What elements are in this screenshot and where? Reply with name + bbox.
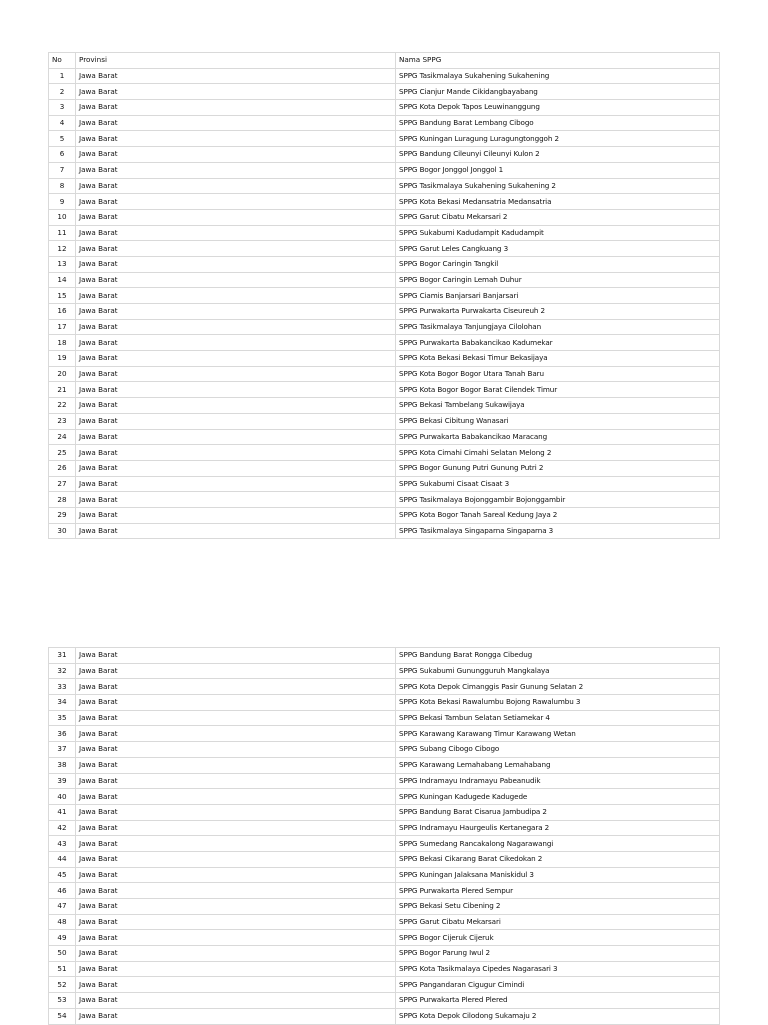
cell-provinsi: Jawa Barat — [76, 742, 396, 758]
cell-nama-sppg: SPPG Bandung Cileunyi Cileunyi Kulon 2 — [396, 147, 720, 163]
cell-provinsi: Jawa Barat — [76, 460, 396, 476]
cell-no: 33 — [49, 679, 76, 695]
cell-no: 28 — [49, 492, 76, 508]
cell-no: 2 — [49, 84, 76, 100]
cell-provinsi: Jawa Barat — [76, 1008, 396, 1024]
cell-provinsi: Jawa Barat — [76, 194, 396, 210]
cell-no: 27 — [49, 476, 76, 492]
cell-no: 17 — [49, 319, 76, 335]
table-row — [49, 726, 720, 742]
table-row — [49, 241, 720, 257]
cell-nama-sppg: SPPG Kota Depok Tapos Leuwinanggung — [396, 100, 720, 116]
cell-provinsi: Jawa Barat — [76, 115, 396, 131]
table-row — [49, 225, 720, 241]
table-row — [49, 382, 720, 398]
cell-nama-sppg: SPPG Karawang Karawang Timur Karawang Wetan — [396, 726, 720, 742]
cell-provinsi: Jawa Barat — [76, 820, 396, 836]
cell-nama-sppg: SPPG Kota Depok Cimanggis Pasir Gunung Selatan 2 — [396, 679, 720, 695]
table-row — [49, 398, 720, 414]
header-nama-sppg: Nama SPPG — [396, 53, 720, 69]
cell-no: 4 — [49, 115, 76, 131]
cell-no: 26 — [49, 460, 76, 476]
table-row — [49, 507, 720, 523]
cell-no: 39 — [49, 773, 76, 789]
cell-provinsi: Jawa Barat — [76, 961, 396, 977]
cell-provinsi: Jawa Barat — [76, 351, 396, 367]
cell-nama-sppg: SPPG Karawang Lemahabang Lemahabang — [396, 757, 720, 773]
table-row — [49, 319, 720, 335]
cell-provinsi: Jawa Barat — [76, 445, 396, 461]
cell-provinsi: Jawa Barat — [76, 429, 396, 445]
table-row — [49, 100, 720, 116]
table-row — [49, 914, 720, 930]
cell-provinsi: Jawa Barat — [76, 977, 396, 993]
cell-provinsi: Jawa Barat — [76, 288, 396, 304]
cell-provinsi: Jawa Barat — [76, 319, 396, 335]
cell-provinsi: Jawa Barat — [76, 272, 396, 288]
cell-no: 32 — [49, 663, 76, 679]
table-row — [49, 131, 720, 147]
table-header-row — [49, 53, 720, 69]
cell-nama-sppg: SPPG Purwakarta Plered Sempur — [396, 883, 720, 899]
cell-nama-sppg: SPPG Kota Bekasi Rawalumbu Bojong Rawalumbu 3 — [396, 695, 720, 711]
cell-nama-sppg: SPPG Tasikmalaya Sukahening Sukahening 2 — [396, 178, 720, 194]
cell-provinsi: Jawa Barat — [76, 757, 396, 773]
cell-nama-sppg: SPPG Bekasi Tambelang Sukawijaya — [396, 398, 720, 414]
cell-provinsi: Jawa Barat — [76, 256, 396, 272]
cell-no: 23 — [49, 413, 76, 429]
cell-no: 18 — [49, 335, 76, 351]
cell-provinsi: Jawa Barat — [76, 382, 396, 398]
table-row — [49, 162, 720, 178]
table-row — [49, 695, 720, 711]
cell-nama-sppg: SPPG Garut Cibatu Mekarsari 2 — [396, 209, 720, 225]
cell-no: 45 — [49, 867, 76, 883]
cell-no: 6 — [49, 147, 76, 163]
header-no: No — [49, 53, 76, 69]
cell-provinsi: Jawa Barat — [76, 804, 396, 820]
table-row — [49, 742, 720, 758]
table-row — [49, 256, 720, 272]
table-row — [49, 773, 720, 789]
cell-no: 15 — [49, 288, 76, 304]
cell-nama-sppg: SPPG Sukabumi Kadudampit Kadudampit — [396, 225, 720, 241]
table-row — [49, 178, 720, 194]
table-row — [49, 648, 720, 664]
table-row — [49, 930, 720, 946]
cell-no: 36 — [49, 726, 76, 742]
table-row — [49, 977, 720, 993]
cell-no: 49 — [49, 930, 76, 946]
table-row — [49, 445, 720, 461]
table-row — [49, 961, 720, 977]
cell-nama-sppg: SPPG Tasikmalaya Bojonggambir Bojonggambir — [396, 492, 720, 508]
cell-nama-sppg: SPPG Kota Cimahi Cimahi Selatan Melong 2 — [396, 445, 720, 461]
cell-nama-sppg: SPPG Kota Bogor Bogor Utara Tanah Baru — [396, 366, 720, 382]
cell-no: 11 — [49, 225, 76, 241]
table-row — [49, 288, 720, 304]
cell-nama-sppg: SPPG Tasikmalaya Sukahening Sukahening — [396, 68, 720, 84]
sppg-table-page-2 — [48, 647, 720, 1025]
cell-nama-sppg: SPPG Bogor Cijeruk Cijeruk — [396, 930, 720, 946]
cell-provinsi: Jawa Barat — [76, 523, 396, 539]
cell-nama-sppg: SPPG Tasikmalaya Singaparna Singaparna 3 — [396, 523, 720, 539]
table-row — [49, 460, 720, 476]
cell-provinsi: Jawa Barat — [76, 773, 396, 789]
table-row — [49, 820, 720, 836]
cell-nama-sppg: SPPG Kota Depok Cilodong Sukamaju 2 — [396, 1008, 720, 1024]
table-row — [49, 84, 720, 100]
cell-provinsi: Jawa Barat — [76, 162, 396, 178]
table-row — [49, 366, 720, 382]
cell-no: 51 — [49, 961, 76, 977]
cell-no: 47 — [49, 899, 76, 915]
table-row — [49, 304, 720, 320]
cell-nama-sppg: SPPG Bekasi Setu Cibening 2 — [396, 899, 720, 915]
table-row — [49, 710, 720, 726]
cell-nama-sppg: SPPG Ciamis Banjarsari Banjarsari — [396, 288, 720, 304]
table-row — [49, 335, 720, 351]
cell-nama-sppg: SPPG Bogor Caringin Lemah Duhur — [396, 272, 720, 288]
cell-provinsi: Jawa Barat — [76, 209, 396, 225]
cell-provinsi: Jawa Barat — [76, 648, 396, 664]
cell-no: 14 — [49, 272, 76, 288]
table-row — [49, 351, 720, 367]
cell-provinsi: Jawa Barat — [76, 507, 396, 523]
cell-provinsi: Jawa Barat — [76, 492, 396, 508]
cell-provinsi: Jawa Barat — [76, 679, 396, 695]
cell-no: 30 — [49, 523, 76, 539]
header-provinsi: Provinsi — [76, 53, 396, 69]
cell-provinsi: Jawa Barat — [76, 914, 396, 930]
cell-nama-sppg: SPPG Bogor Jonggol Jonggol 1 — [396, 162, 720, 178]
cell-no: 35 — [49, 710, 76, 726]
cell-no: 42 — [49, 820, 76, 836]
cell-nama-sppg: SPPG Kota Bogor Tanah Sareal Kedung Jaya 2 — [396, 507, 720, 523]
cell-no: 50 — [49, 946, 76, 962]
cell-no: 12 — [49, 241, 76, 257]
cell-provinsi: Jawa Barat — [76, 710, 396, 726]
cell-provinsi: Jawa Barat — [76, 695, 396, 711]
cell-provinsi: Jawa Barat — [76, 304, 396, 320]
cell-provinsi: Jawa Barat — [76, 335, 396, 351]
cell-nama-sppg: SPPG Garut Cibatu Mekarsari — [396, 914, 720, 930]
cell-no: 22 — [49, 398, 76, 414]
cell-nama-sppg: SPPG Purwakarta Purwakarta Ciseureuh 2 — [396, 304, 720, 320]
cell-provinsi: Jawa Barat — [76, 178, 396, 194]
cell-provinsi: Jawa Barat — [76, 100, 396, 116]
cell-nama-sppg: SPPG Sukabumi Gunungguruh Mangkalaya — [396, 663, 720, 679]
cell-provinsi: Jawa Barat — [76, 413, 396, 429]
cell-no: 10 — [49, 209, 76, 225]
cell-provinsi: Jawa Barat — [76, 930, 396, 946]
cell-provinsi: Jawa Barat — [76, 867, 396, 883]
cell-nama-sppg: SPPG Purwakarta Babakancikao Kadumekar — [396, 335, 720, 351]
cell-nama-sppg: SPPG Garut Leles Cangkuang 3 — [396, 241, 720, 257]
cell-no: 16 — [49, 304, 76, 320]
table-row — [49, 899, 720, 915]
cell-no: 5 — [49, 131, 76, 147]
cell-provinsi: Jawa Barat — [76, 131, 396, 147]
cell-provinsi: Jawa Barat — [76, 663, 396, 679]
table-row — [49, 946, 720, 962]
cell-no: 29 — [49, 507, 76, 523]
cell-no: 48 — [49, 914, 76, 930]
cell-no: 25 — [49, 445, 76, 461]
cell-no: 40 — [49, 789, 76, 805]
cell-provinsi: Jawa Barat — [76, 147, 396, 163]
cell-provinsi: Jawa Barat — [76, 789, 396, 805]
cell-nama-sppg: SPPG Kuningan Kadugede Kadugede — [396, 789, 720, 805]
cell-nama-sppg: SPPG Bekasi Cikarang Barat Cikedokan 2 — [396, 851, 720, 867]
cell-nama-sppg: SPPG Purwakarta Babakancikao Maracang — [396, 429, 720, 445]
cell-no: 54 — [49, 1008, 76, 1024]
cell-nama-sppg: SPPG Sumedang Rancakalong Nagarawangi — [396, 836, 720, 852]
table-row — [49, 836, 720, 852]
cell-provinsi: Jawa Barat — [76, 899, 396, 915]
cell-nama-sppg: SPPG Bogor Caringin Tangkil — [396, 256, 720, 272]
cell-nama-sppg: SPPG Kota Bekasi Bekasi Timur Bekasijaya — [396, 351, 720, 367]
table-row — [49, 679, 720, 695]
table-row — [49, 209, 720, 225]
cell-no: 46 — [49, 883, 76, 899]
table-row — [49, 1008, 720, 1024]
cell-no: 53 — [49, 993, 76, 1009]
cell-no: 13 — [49, 256, 76, 272]
cell-no: 44 — [49, 851, 76, 867]
cell-no: 43 — [49, 836, 76, 852]
cell-nama-sppg: SPPG Bogor Parung Iwul 2 — [396, 946, 720, 962]
cell-nama-sppg: SPPG Kuningan Luragung Luragungtonggoh 2 — [396, 131, 720, 147]
cell-no: 21 — [49, 382, 76, 398]
cell-no: 1 — [49, 68, 76, 84]
table-row — [49, 804, 720, 820]
cell-no: 20 — [49, 366, 76, 382]
cell-no: 3 — [49, 100, 76, 116]
cell-no: 31 — [49, 648, 76, 664]
cell-provinsi: Jawa Barat — [76, 476, 396, 492]
table-row — [49, 523, 720, 539]
table-row — [49, 867, 720, 883]
cell-provinsi: Jawa Barat — [76, 883, 396, 899]
cell-nama-sppg: SPPG Pangandaran Cigugur Cimindi — [396, 977, 720, 993]
cell-provinsi: Jawa Barat — [76, 726, 396, 742]
cell-provinsi: Jawa Barat — [76, 836, 396, 852]
cell-nama-sppg: SPPG Bekasi Cibitung Wanasari — [396, 413, 720, 429]
table-row — [49, 413, 720, 429]
cell-no: 34 — [49, 695, 76, 711]
cell-no: 8 — [49, 178, 76, 194]
table-row — [49, 663, 720, 679]
cell-provinsi: Jawa Barat — [76, 225, 396, 241]
cell-no: 19 — [49, 351, 76, 367]
table-row — [49, 883, 720, 899]
cell-nama-sppg: SPPG Subang Cibogo Cibogo — [396, 742, 720, 758]
cell-provinsi: Jawa Barat — [76, 366, 396, 382]
cell-no: 37 — [49, 742, 76, 758]
cell-nama-sppg: SPPG Bekasi Tambun Selatan Setiamekar 4 — [396, 710, 720, 726]
table-row — [49, 993, 720, 1009]
cell-nama-sppg: SPPG Kota Tasikmalaya Cipedes Nagarasari 3 — [396, 961, 720, 977]
table-row — [49, 115, 720, 131]
cell-nama-sppg: SPPG Indramayu Haurgeulis Kertanegara 2 — [396, 820, 720, 836]
cell-no: 41 — [49, 804, 76, 820]
table-row — [49, 272, 720, 288]
cell-nama-sppg: SPPG Bandung Barat Lembang Cibogo — [396, 115, 720, 131]
table-row — [49, 194, 720, 210]
table-row — [49, 429, 720, 445]
cell-no: 7 — [49, 162, 76, 178]
cell-no: 52 — [49, 977, 76, 993]
cell-provinsi: Jawa Barat — [76, 851, 396, 867]
cell-nama-sppg: SPPG Purwakarta Plered Plered — [396, 993, 720, 1009]
table-row — [49, 147, 720, 163]
table-row — [49, 492, 720, 508]
cell-nama-sppg: SPPG Kota Bekasi Medansatria Medansatria — [396, 194, 720, 210]
cell-provinsi: Jawa Barat — [76, 946, 396, 962]
table-row — [49, 851, 720, 867]
table-row — [49, 68, 720, 84]
table-row — [49, 789, 720, 805]
cell-nama-sppg: SPPG Sukabumi Cisaat Cisaat 3 — [396, 476, 720, 492]
cell-nama-sppg: SPPG Indramayu Indramayu Pabeanudik — [396, 773, 720, 789]
cell-nama-sppg: SPPG Kuningan Jalaksana Maniskidul 3 — [396, 867, 720, 883]
cell-nama-sppg: SPPG Cianjur Mande Cikidangbayabang — [396, 84, 720, 100]
cell-no: 24 — [49, 429, 76, 445]
cell-provinsi: Jawa Barat — [76, 241, 396, 257]
table-row — [49, 757, 720, 773]
cell-provinsi: Jawa Barat — [76, 398, 396, 414]
table-row — [49, 476, 720, 492]
cell-nama-sppg: SPPG Kota Bogor Bogor Barat Cilendek Timur — [396, 382, 720, 398]
cell-provinsi: Jawa Barat — [76, 993, 396, 1009]
cell-no: 9 — [49, 194, 76, 210]
cell-provinsi: Jawa Barat — [76, 68, 396, 84]
cell-nama-sppg: SPPG Bandung Barat Rongga Cibedug — [396, 648, 720, 664]
cell-nama-sppg: SPPG Bandung Barat Cisarua Jambudipa 2 — [396, 804, 720, 820]
cell-nama-sppg: SPPG Tasikmalaya Tanjungjaya Cilolohan — [396, 319, 720, 335]
cell-nama-sppg: SPPG Bogor Gunung Putri Gunung Putri 2 — [396, 460, 720, 476]
sppg-table-page-1 — [48, 52, 720, 539]
cell-no: 38 — [49, 757, 76, 773]
cell-provinsi: Jawa Barat — [76, 84, 396, 100]
